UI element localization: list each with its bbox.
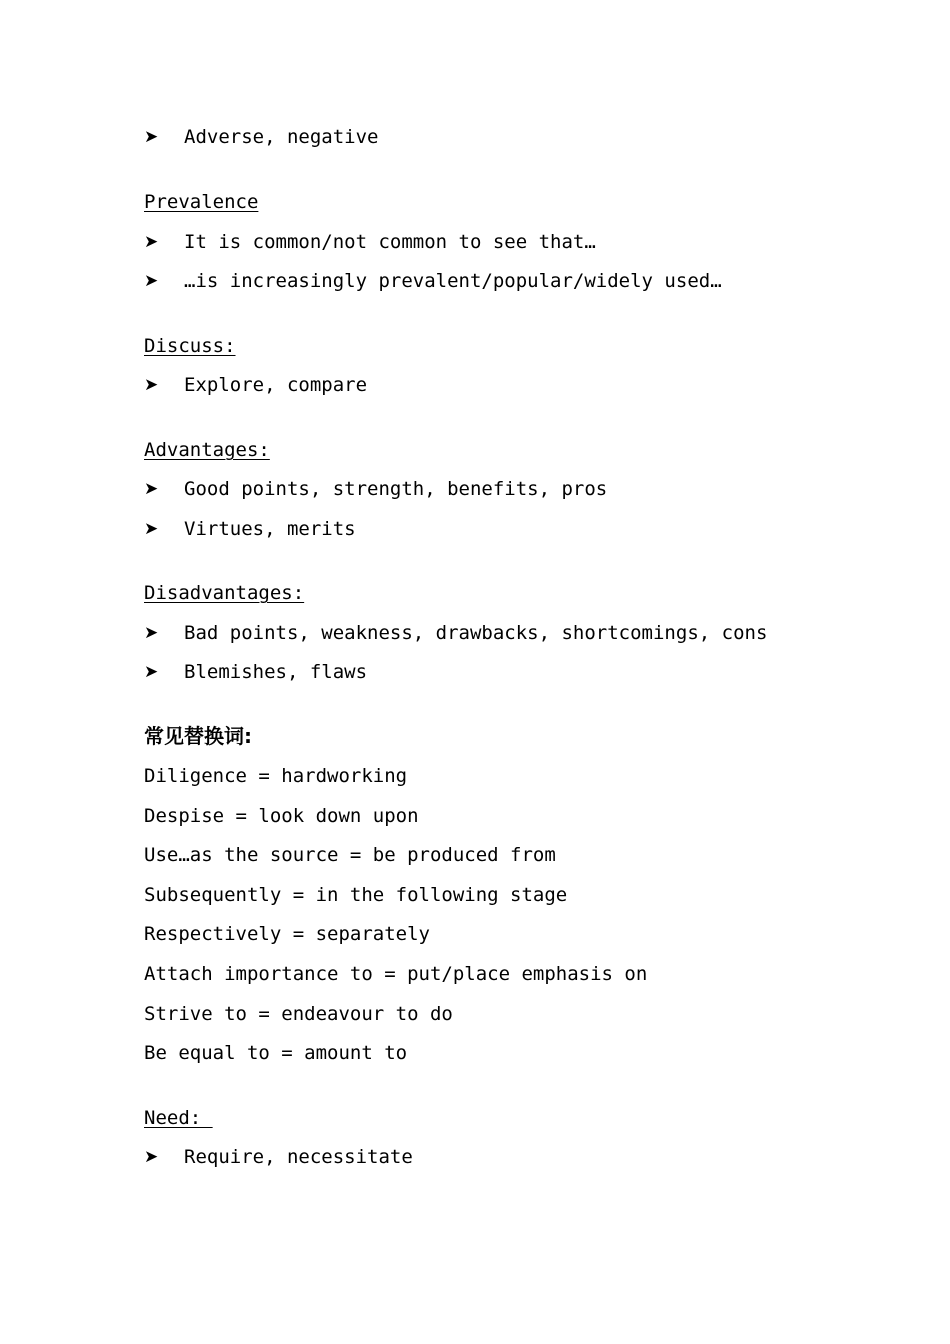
arrow-bullet-icon: ➤ — [144, 127, 159, 147]
substitution-pair: Use…as the source = be produced from — [144, 844, 556, 866]
substitution-pair: Diligence = hardworking — [144, 765, 408, 787]
section-heading-advantages: Advantages: — [144, 439, 270, 461]
arrow-bullet-icon: ➤ — [144, 375, 159, 395]
list-item — [144, 477, 607, 501]
substitution-pair: Be equal to = amount to — [144, 1042, 408, 1064]
substitution-pair: Subsequently = in the following stage — [144, 884, 568, 906]
section-heading-prevalence: Prevalence — [144, 191, 259, 213]
list-item — [144, 621, 767, 645]
list-item — [144, 230, 596, 254]
list-item — [144, 660, 367, 684]
list-item — [144, 1145, 413, 1169]
list-item — [144, 125, 378, 149]
arrow-bullet-icon: ➤ — [144, 623, 159, 643]
substitution-pair: Attach importance to = put/place emphasis on — [144, 963, 648, 985]
arrow-bullet-icon: ➤ — [144, 232, 159, 252]
list-item — [144, 373, 367, 397]
arrow-bullet-icon: ➤ — [144, 271, 159, 291]
arrow-bullet-icon: ➤ — [144, 519, 159, 539]
section-heading-common-substitutions: 常见替换词: — [144, 724, 252, 748]
section-heading-discuss: Discuss: — [144, 335, 236, 357]
list-item — [144, 517, 356, 541]
arrow-bullet-icon: ➤ — [144, 1147, 159, 1167]
section-heading-need: Need: — [144, 1107, 213, 1129]
substitution-pair: Despise = look down upon — [144, 805, 419, 827]
list-item-text: It is common/not common to see that… — [184, 231, 596, 253]
substitution-pair: Respectively = separately — [144, 923, 430, 945]
arrow-bullet-icon: ➤ — [144, 662, 159, 682]
list-item — [144, 269, 722, 293]
substitution-pair: Strive to = endeavour to do — [144, 1003, 453, 1025]
list-item-text: …is increasingly prevalent/popular/widely used… — [184, 270, 722, 292]
list-item-text: Good points, strength, benefits, pros — [184, 478, 608, 500]
list-item-text: Require, necessitate — [184, 1146, 413, 1168]
list-item-text: Explore, compare — [184, 374, 368, 396]
list-item-text: Bad points, weakness, drawbacks, shortcomings, cons — [184, 622, 768, 644]
section-heading-disadvantages: Disadvantages: — [144, 582, 305, 604]
list-item-text: Blemishes, flaws — [184, 661, 368, 683]
list-item-text: Virtues, merits — [184, 518, 356, 540]
arrow-bullet-icon: ➤ — [144, 479, 159, 499]
list-item-text: Adverse, negative — [184, 126, 379, 148]
